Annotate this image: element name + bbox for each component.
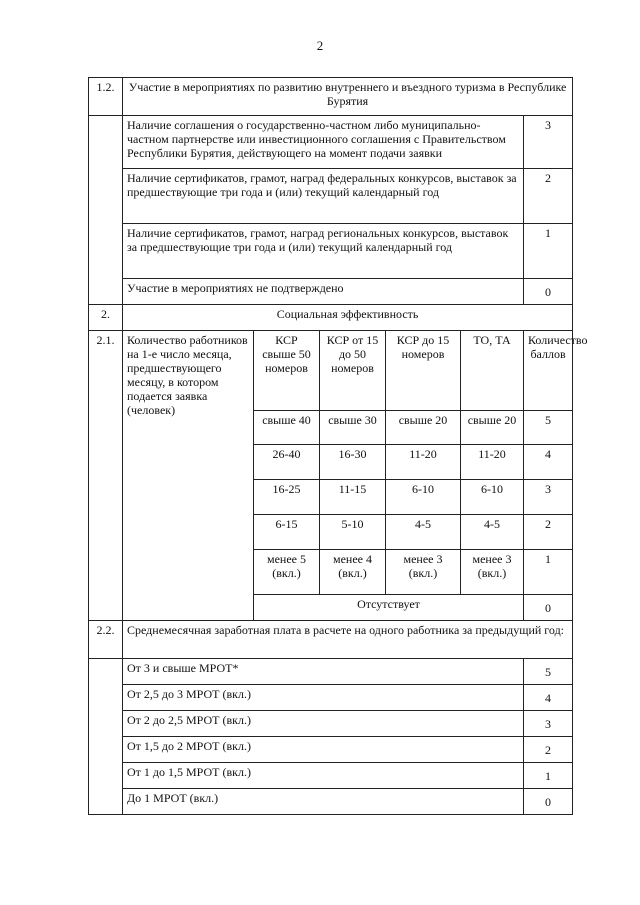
range-cell: 11-15 <box>320 480 386 515</box>
salary-row <box>89 659 573 685</box>
criterion-points: 1 <box>524 224 573 279</box>
salary-points: 5 <box>524 659 573 685</box>
salary-points: 2 <box>524 737 573 763</box>
empty-cell <box>89 116 123 305</box>
column-header: КСР от 15 до 50 номеров <box>320 331 386 411</box>
salary-row <box>89 711 573 737</box>
section-number: 2.2. <box>89 621 123 659</box>
points-cell: 5 <box>524 411 573 445</box>
points-cell: 4 <box>524 445 573 480</box>
points-cell: 2 <box>524 515 573 550</box>
criterion-text: Участие в мероприятиях не подтверждено <box>123 279 524 305</box>
range-cell: свыше 20 <box>386 411 461 445</box>
salary-text: От 2,5 до 3 МРОТ (вкл.) <box>123 685 524 711</box>
empty-cell <box>89 659 123 815</box>
range-cell: 6-15 <box>254 515 320 550</box>
range-cell: 26-40 <box>254 445 320 480</box>
points-cell: 0 <box>524 595 573 621</box>
criterion-row <box>89 116 573 169</box>
salary-text: От 1 до 1,5 МРОТ (вкл.) <box>123 763 524 789</box>
criterion-text: Наличие сертификатов, грамот, наград федеральных конкурсов, выставок за предшествующие три года и (или) текущий календарный год <box>123 169 524 224</box>
page-number: 2 <box>316 38 324 53</box>
range-cell: 16-30 <box>320 445 386 480</box>
absent-text: Отсутствует <box>254 595 524 621</box>
range-cell: 5-10 <box>320 515 386 550</box>
points-cell: 3 <box>524 480 573 515</box>
range-cell: 6-10 <box>461 480 524 515</box>
column-header: КСР до 15 номеров <box>386 331 461 411</box>
salary-row <box>89 789 573 815</box>
criterion-row <box>89 169 573 224</box>
salary-points: 1 <box>524 763 573 789</box>
criterion-points: 2 <box>524 169 573 224</box>
salary-row <box>89 737 573 763</box>
range-cell: менее 3 (вкл.) <box>461 550 524 595</box>
points-cell: 1 <box>524 550 573 595</box>
range-cell: 11-20 <box>461 445 524 480</box>
salary-row <box>89 685 573 711</box>
criterion-points: 0 <box>524 279 573 305</box>
section-2-header <box>89 305 573 331</box>
salary-text: До 1 МРОТ (вкл.) <box>123 789 524 815</box>
range-cell: 16-25 <box>254 480 320 515</box>
section-title: Среднемесячная заработная плата в расчете на одного работника за предыдущий год: <box>123 621 573 659</box>
section-number: 1.2. <box>89 78 123 116</box>
criterion-row <box>89 224 573 279</box>
salary-points: 3 <box>524 711 573 737</box>
criterion-text: Наличие соглашения о государственно-частном либо муниципально-частном партнерстве или инвестиционного соглашения с Правительством Республики Бурятия, действующего на момент подачи заявки <box>123 116 524 169</box>
section-1-2-header <box>89 78 573 116</box>
range-cell: 4-5 <box>386 515 461 550</box>
criterion-row <box>89 279 573 305</box>
range-cell: менее 3 (вкл.) <box>386 550 461 595</box>
salary-text: От 1,5 до 2 МРОТ (вкл.) <box>123 737 524 763</box>
column-header: Количество баллов <box>524 331 573 411</box>
section-number: 2.1. <box>89 331 123 621</box>
range-cell: менее 5 (вкл.) <box>254 550 320 595</box>
range-cell: менее 4 (вкл.) <box>320 550 386 595</box>
section-title: Участие в мероприятиях по развитию внутреннего и въездного туризма в Республике Бурятия <box>123 78 573 116</box>
criteria-table <box>88 77 588 815</box>
salary-points: 4 <box>524 685 573 711</box>
section-title: Социальная эффективность <box>123 305 573 331</box>
range-cell: 4-5 <box>461 515 524 550</box>
range-cell: свыше 30 <box>320 411 386 445</box>
range-cell: 11-20 <box>386 445 461 480</box>
column-header: ТО, ТА <box>461 331 524 411</box>
section-number: 2. <box>89 305 123 331</box>
salary-text: От 2 до 2,5 МРОТ (вкл.) <box>123 711 524 737</box>
salary-points: 0 <box>524 789 573 815</box>
employees-label: Количество работников на 1-е число месяца, предшествующего месяцу, в котором подается заявка (человек) <box>123 331 254 621</box>
range-cell: 6-10 <box>386 480 461 515</box>
criterion-text: Наличие сертификатов, грамот, наград региональных конкурсов, выставок за предшествующие три года и (или) текущий календарный год <box>123 224 524 279</box>
employees-header-row <box>89 331 573 411</box>
salary-text: От 3 и свыше МРОТ* <box>123 659 524 685</box>
range-cell: свыше 20 <box>461 411 524 445</box>
salary-row <box>89 763 573 789</box>
criterion-points: 3 <box>524 116 573 169</box>
range-cell: свыше 40 <box>254 411 320 445</box>
section-2-2-header <box>89 621 573 659</box>
column-header: КСР свыше 50 номеров <box>254 331 320 411</box>
